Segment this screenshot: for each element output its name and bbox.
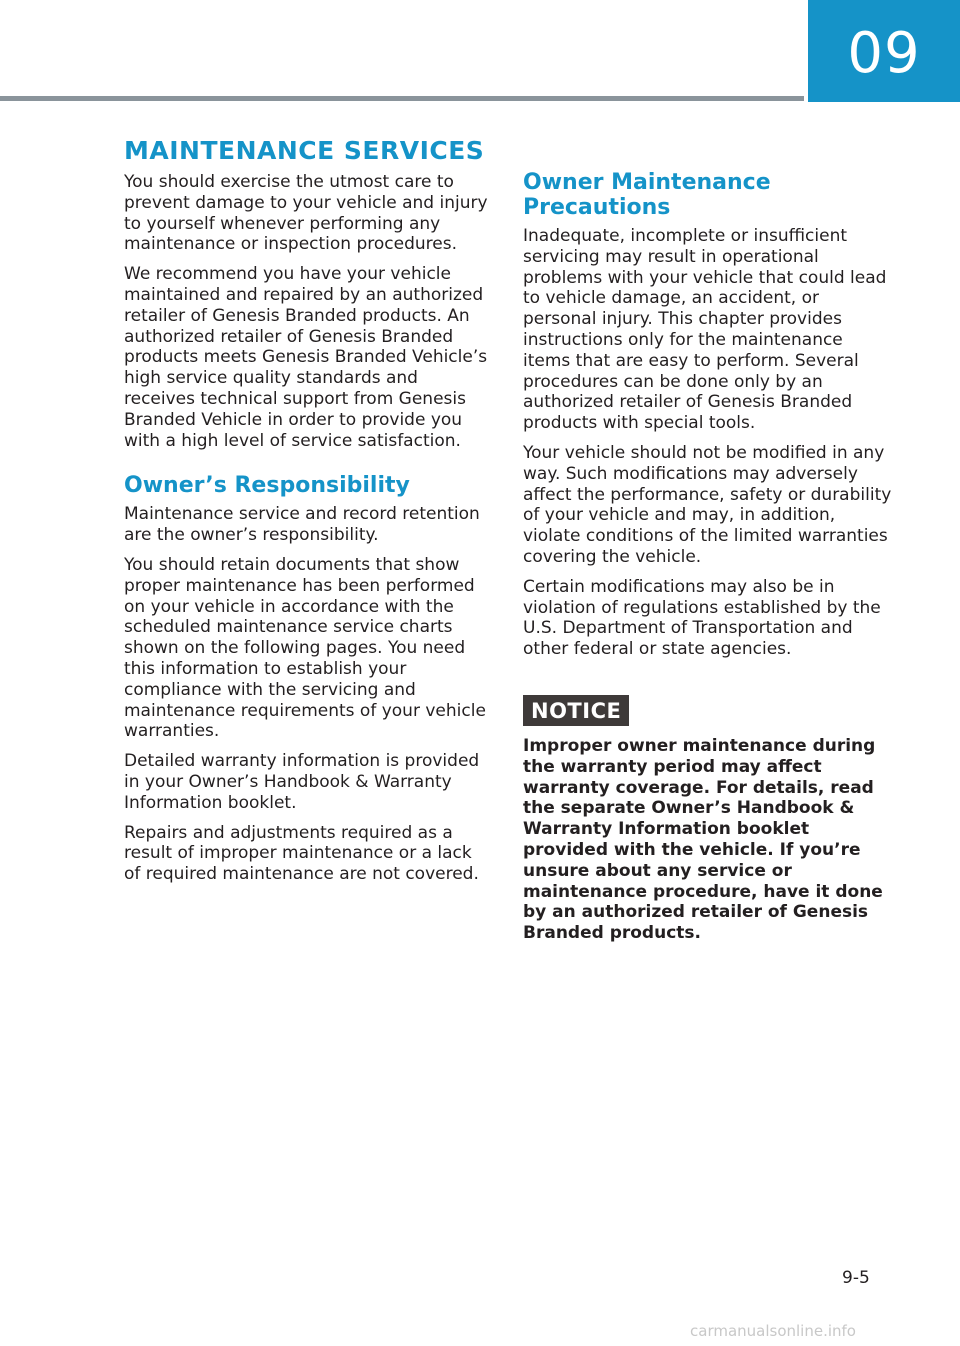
intro-paragraph-1: You should exercise the utmost care to prevent damage to your vehicle and injury to yourself whenever performing any maintenance or inspection procedures. bbox=[124, 172, 488, 255]
notice-text: Improper owner maintenance during the warranty period may affect warranty coverage. For details, read the separate Owner’s Handbook & Warranty Information booklet provided with the vehicle. If you’re unsure about any service or maintenance procedure, have it done by an authorized retailer of Genesis Branded products. bbox=[523, 735, 883, 944]
intro-paragraph-2: We recommend you have your vehicle maintained and repaired by an authorized retailer of Genesis Branded products. An authorized retailer of Genesis Branded products meets Genesis Branded Vehicle’s high service quality standards and receives technical support from Genesis Branded Vehicle in order to provide you with a high level of service satisfaction. bbox=[124, 264, 488, 451]
responsibility-paragraph-3: Detailed warranty information is provided in your Owner’s Handbook & Warranty Information booklet. bbox=[124, 751, 480, 813]
responsibility-paragraph-2: You should retain documents that show proper maintenance has been performed on your vehicle in accordance with the scheduled maintenance service charts shown on the following pages. You need this information to establish your compliance with the servicing and maintenance requirements of your vehicle warranties. bbox=[124, 554, 486, 742]
chapter-number: 09 bbox=[847, 20, 921, 86]
responsibility-title: Owner’s Responsibility bbox=[124, 473, 410, 499]
responsibility-paragraph-1: Maintenance service and record retention are the owner’s responsibility. bbox=[124, 504, 480, 546]
precautions-paragraph-1: Inadequate, incomplete or insufficient servicing may result in operational problems with your vehicle that could lead to vehicle damage, an accident, or personal injury. This chapter provides instructions only for the maintenance items that are easy to perform. Several procedures can be done only by an authorized retailer of Genesis Branded products with special tools. bbox=[523, 226, 887, 434]
section-title: MAINTENANCE SERVICES bbox=[124, 136, 485, 165]
header-rule bbox=[0, 96, 804, 101]
watermark: carmanualsonline.info bbox=[690, 1322, 856, 1340]
precautions-paragraph-3: Certain modifications may also be in violation of regulations established by the U.S. Department of Transportation and other federal or state agencies. bbox=[523, 576, 881, 660]
notice-badge: NOTICE bbox=[523, 695, 629, 726]
page-number: 9-5 bbox=[842, 1268, 870, 1288]
precautions-title: Owner Maintenance Precautions bbox=[523, 170, 771, 220]
responsibility-paragraph-4: Repairs and adjustments required as a result of improper maintenance or a lack of required maintenance are not covered. bbox=[124, 822, 479, 885]
left-column bbox=[124, 136, 492, 894]
right-column bbox=[523, 170, 893, 953]
precautions-paragraph-2: Your vehicle should not be modified in any way. Such modifications may adversely affect the performance, safety or durability of your vehicle and may, in addition, violate conditions of the limited warranties covering the vehicle. bbox=[523, 442, 892, 567]
chapter-tab bbox=[808, 0, 960, 102]
